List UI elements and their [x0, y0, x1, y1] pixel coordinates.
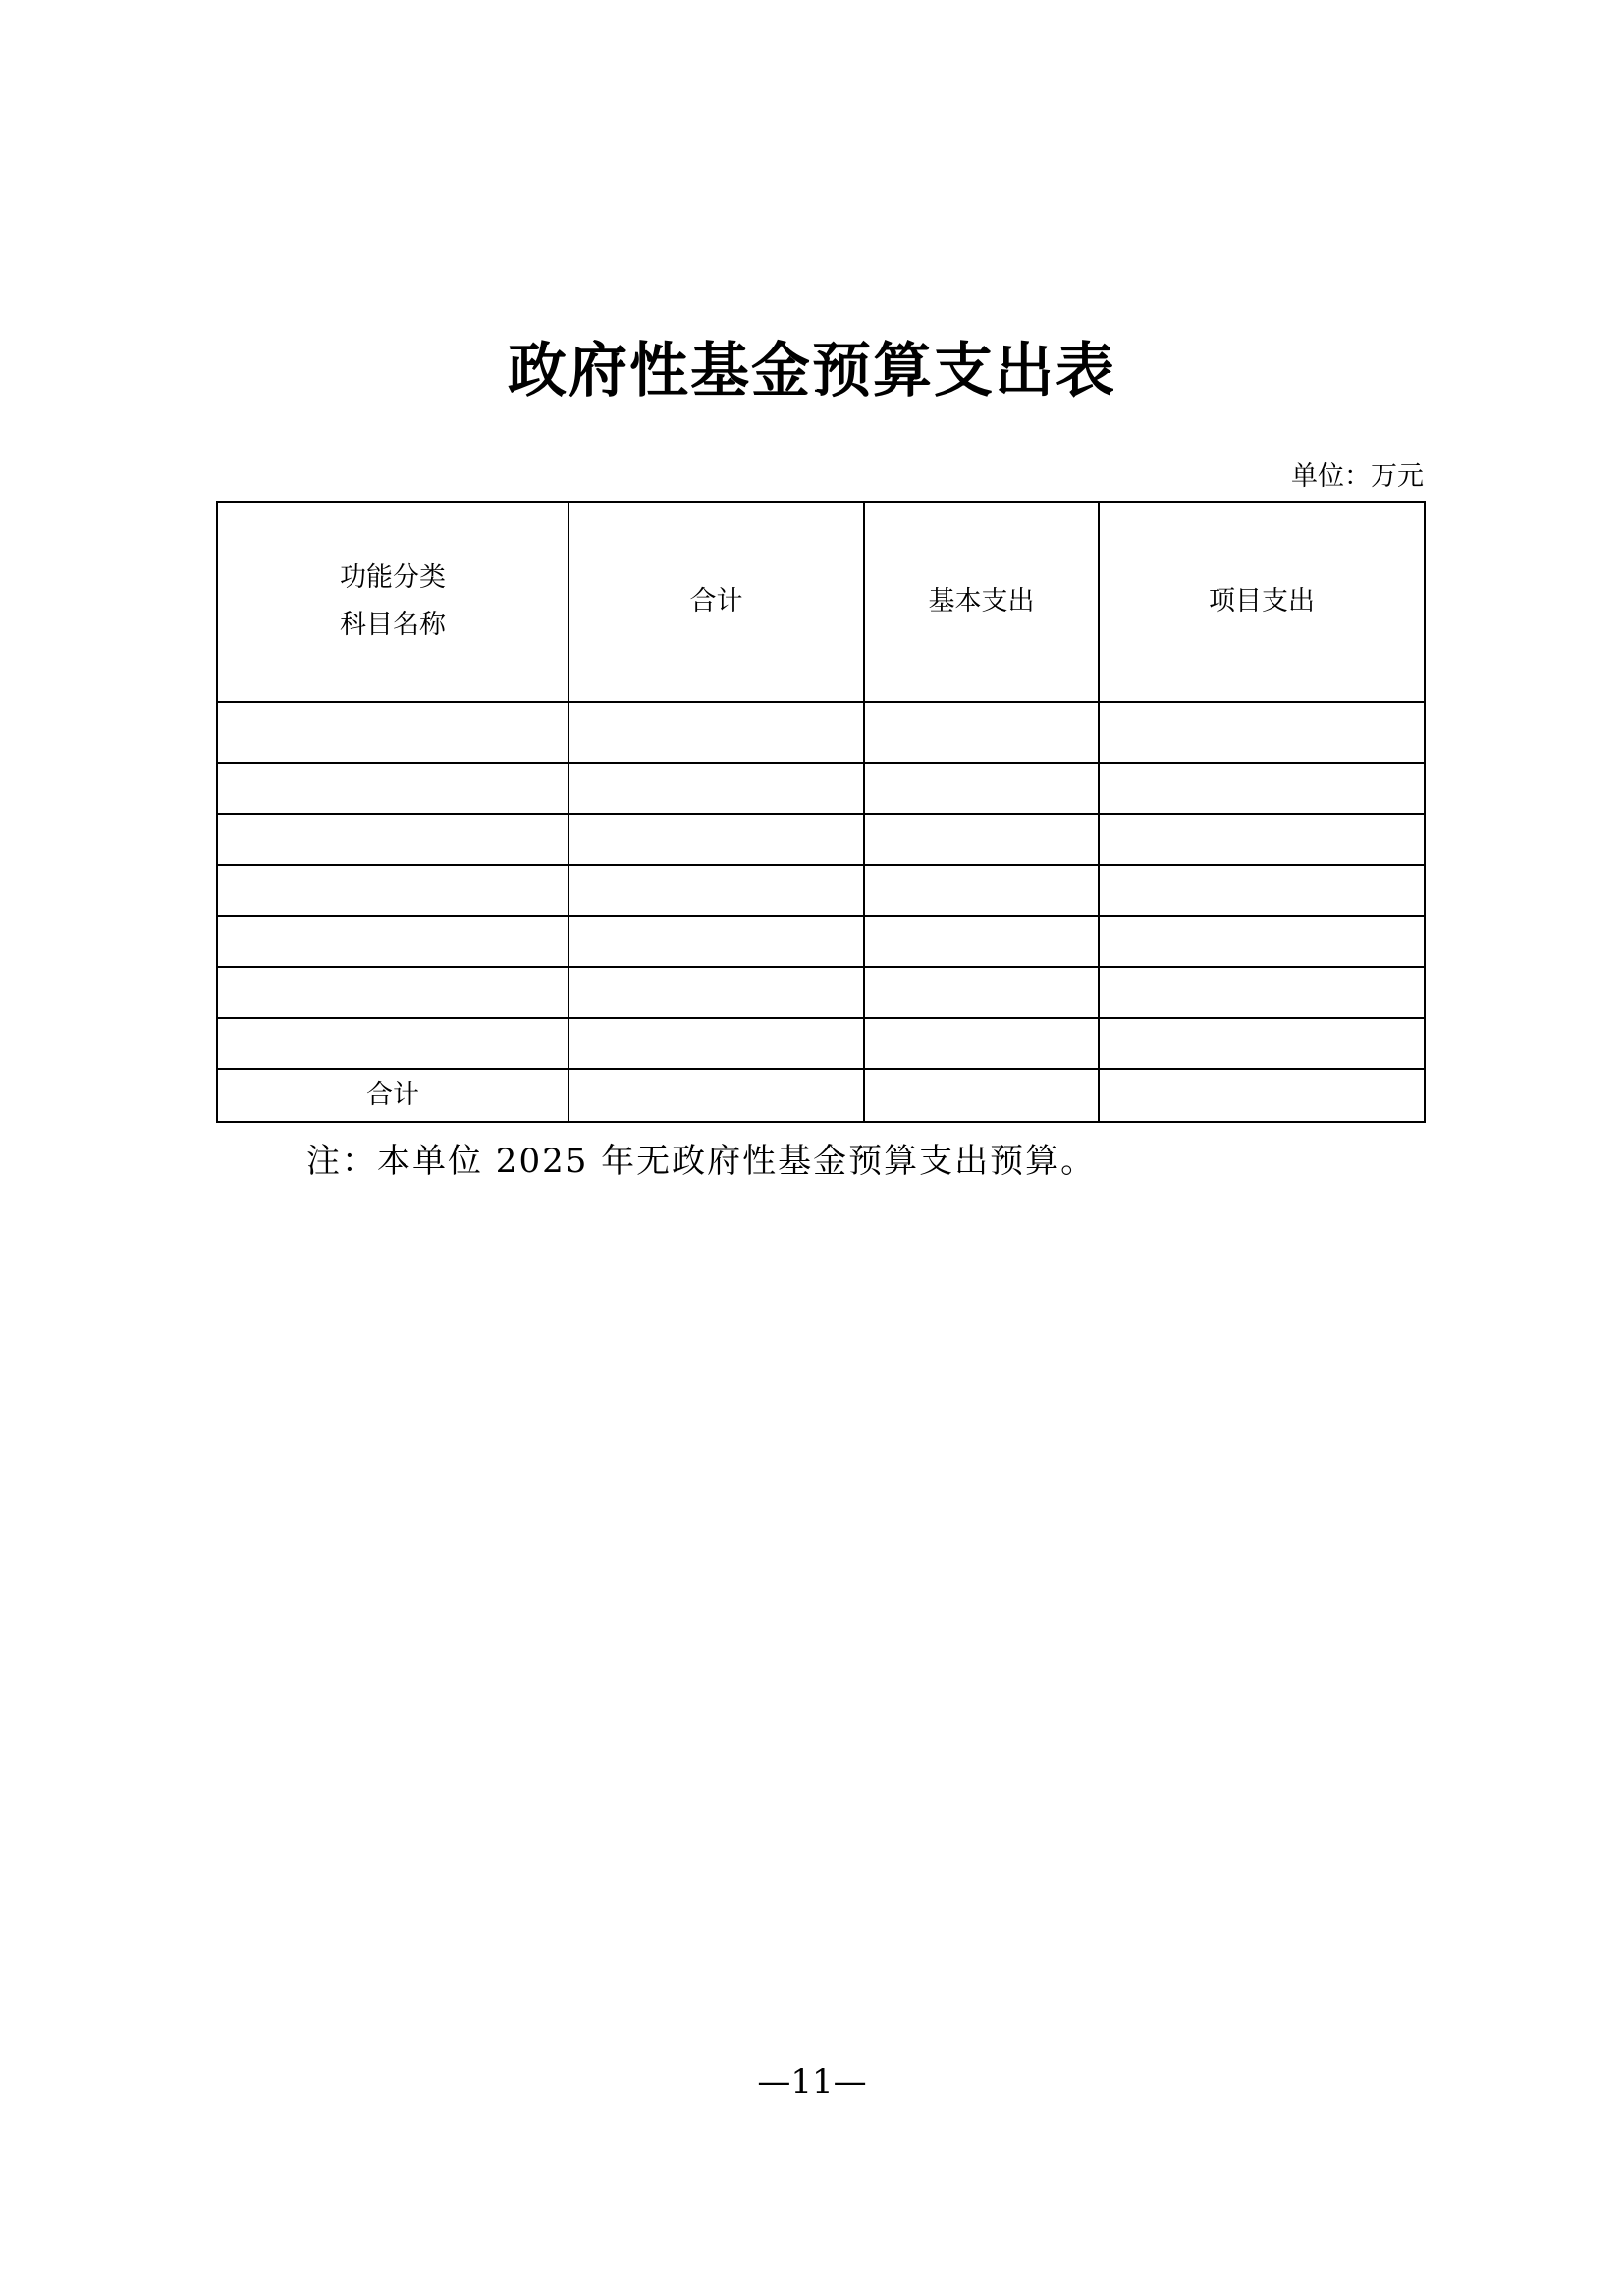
table-cell [1099, 916, 1425, 967]
table-cell [1099, 1069, 1425, 1122]
table-cell [568, 916, 864, 967]
table-cell [568, 865, 864, 916]
table-cell [217, 702, 568, 763]
table-cell [568, 814, 864, 865]
header-basic: 基本支出 [864, 502, 1099, 702]
table-cell [1099, 1018, 1425, 1069]
table-cell [217, 814, 568, 865]
total-row-label: 合计 [217, 1069, 568, 1122]
table-row [217, 814, 1425, 865]
header-project: 项目支出 [1099, 502, 1425, 702]
header-category-line1: 功能分类 [340, 562, 446, 593]
table-cell [1099, 967, 1425, 1018]
table-cell [864, 702, 1099, 763]
table-cell [568, 1069, 864, 1122]
budget-table [216, 501, 1426, 1123]
table-row [217, 1018, 1425, 1069]
table-cell [217, 763, 568, 814]
table-cell [568, 1018, 864, 1069]
table-cell [1099, 763, 1425, 814]
table-cell [864, 1018, 1099, 1069]
table-total-row [217, 1069, 1425, 1122]
page-title: 政府性基金预算支出表 [508, 337, 1116, 405]
table-cell [864, 814, 1099, 865]
table-cell [864, 763, 1099, 814]
table-row [217, 763, 1425, 814]
table-row [217, 967, 1425, 1018]
table-cell [568, 967, 864, 1018]
table-cell [864, 865, 1099, 916]
table-row [217, 865, 1425, 916]
table-cell [864, 967, 1099, 1018]
footnote: 注：本单位 2025 年无政府性基金预算支出预算。 [306, 1142, 1097, 1181]
table-cell [217, 967, 568, 1018]
table-cell [568, 763, 864, 814]
table-cell [1099, 814, 1425, 865]
table-row [217, 916, 1425, 967]
table-cell [217, 916, 568, 967]
table-cell [864, 916, 1099, 967]
table-cell [217, 1018, 568, 1069]
page-number: —11— [757, 2062, 867, 2102]
unit-label: 单位：万元 [1291, 461, 1424, 492]
table-cell [864, 1069, 1099, 1122]
table-header-row [217, 502, 1425, 702]
header-category [217, 502, 568, 702]
table-cell [1099, 702, 1425, 763]
header-category-line2: 科目名称 [340, 610, 446, 640]
table-cell [217, 865, 568, 916]
table-row [217, 702, 1425, 763]
table-cell [1099, 865, 1425, 916]
header-total: 合计 [568, 502, 864, 702]
table-cell [568, 702, 864, 763]
